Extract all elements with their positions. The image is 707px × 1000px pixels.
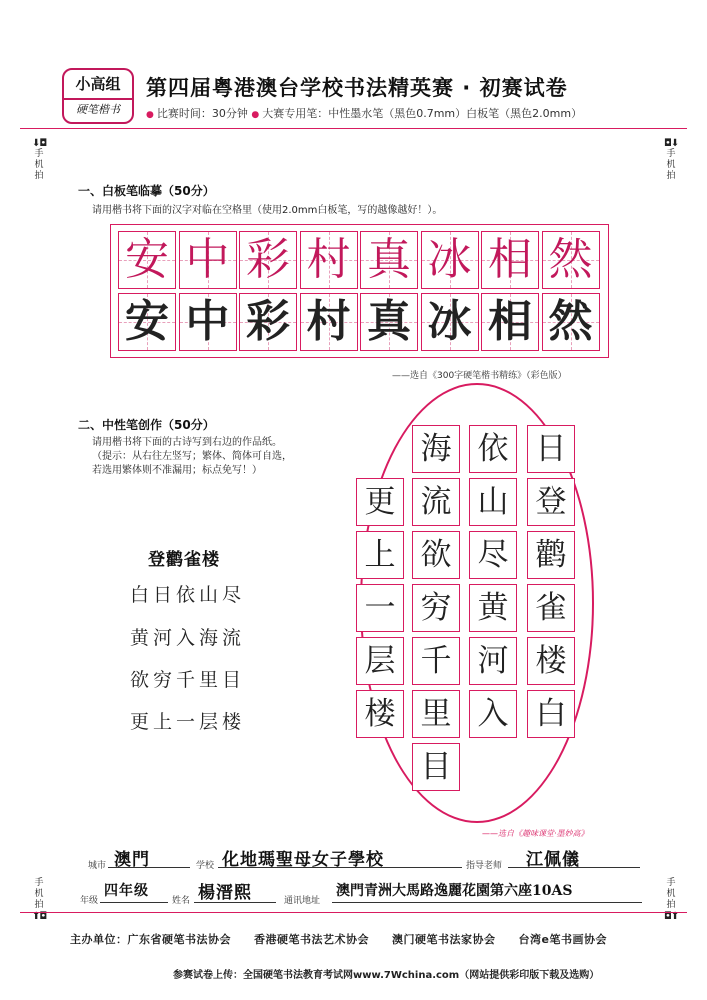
- model-char-cell: 相: [481, 231, 539, 289]
- poem-line-3: 欲穷千里目: [130, 669, 246, 691]
- artwork-char-cell: 入: [469, 690, 517, 738]
- artwork-char-cell: 山: [469, 478, 517, 526]
- school-value[interactable]: 化地瑪聖母女子學校: [222, 850, 384, 870]
- name-label: 姓名: [172, 896, 191, 906]
- section-1-heading: 一、白板笔临摹（50分）: [78, 184, 215, 198]
- badge-style-label: 硬笔楷书: [76, 103, 120, 116]
- bullet-icon: ●: [146, 110, 154, 120]
- artwork-char-cell: 更: [356, 478, 404, 526]
- handwritten-char-cell: 村: [300, 293, 358, 351]
- name-underline: [194, 902, 276, 903]
- section-2-instruction-2: （提示：从右往左竖写；繁体、简体可自选，: [92, 451, 292, 462]
- grid-source: ——选自《300字硬笔楷书精练》（彩色版）: [392, 371, 567, 381]
- teacher-label: 指导老师: [466, 861, 503, 871]
- artwork-char-cell: 鹳: [527, 531, 575, 579]
- artwork-char-cell: 千: [412, 637, 460, 685]
- artwork-char-cell: 欲: [412, 531, 460, 579]
- poem-line-2: 黄河入海流: [130, 627, 246, 649]
- model-char-cell: 中: [179, 231, 237, 289]
- model-char-cell: 冰: [421, 231, 479, 289]
- city-value[interactable]: 澳門: [114, 850, 150, 870]
- artwork-char-cell: 楼: [356, 690, 404, 738]
- camera-icon: ⬇◘: [32, 138, 47, 149]
- side-label-bottom-left: 手 机 拍 ⬆◘: [32, 878, 47, 922]
- bottom-divider: [20, 912, 687, 913]
- exam-pens: 大赛专用笔：中性墨水笔（黑色0.7mm）白板笔（黑色2.0mm）: [262, 107, 583, 120]
- exam-time: 比赛时间：30分钟: [156, 107, 248, 120]
- teacher-underline: [508, 867, 640, 868]
- artwork-char-cell: 一: [356, 584, 404, 632]
- camera-icon: ⬆◘: [32, 911, 47, 922]
- model-char-cell: 然: [542, 231, 600, 289]
- address-label: 通讯地址: [284, 896, 321, 906]
- artwork-char-cell: 上: [356, 531, 404, 579]
- page-title: 第四届粤港澳台学校书法精英赛 · 初赛试卷: [146, 76, 568, 100]
- section-2-instruction-1: 请用楷书将下面的古诗写到右边的作品纸。: [92, 437, 282, 448]
- city-underline: [108, 867, 190, 868]
- address-value[interactable]: 澳門青洲大馬路逸麗花園第六座10AS: [336, 883, 573, 899]
- organizers: 主办单位：广东省硬笔书法协会 香港硬笔书法艺术协会 澳门硬笔书法家协会 台湾e笔书画协会: [70, 933, 607, 946]
- handwritten-char-cell: 彩: [239, 293, 297, 351]
- artwork-char-cell: 河: [469, 637, 517, 685]
- oval-source: ——选自《趣味课堂·墨妙高》: [482, 829, 589, 838]
- artwork-char-cell: 穷: [412, 584, 460, 632]
- top-divider: [20, 128, 687, 129]
- footer-reference: 参赛试卷上传：全国硬笔书法教育考试网www.7Wchina.com（网站提供彩印版下载及选购）: [173, 970, 600, 981]
- artwork-char-cell: 依: [469, 425, 517, 473]
- grade-label: 年级: [80, 896, 99, 906]
- model-char-cell: 安: [118, 231, 176, 289]
- bullet-icon: ●: [251, 110, 260, 120]
- section-2-heading: 二、中性笔创作（50分）: [78, 418, 215, 432]
- school-underline: [218, 867, 462, 868]
- address-underline: [332, 902, 642, 903]
- artwork-char-cell: 日: [527, 425, 575, 473]
- model-char-cell: 真: [360, 231, 418, 289]
- grade-value[interactable]: 四年级: [104, 883, 149, 899]
- artwork-char-cell: 楼: [527, 637, 575, 685]
- poem-title: 登鹳雀楼: [148, 550, 220, 570]
- artwork-char-cell: 里: [412, 690, 460, 738]
- model-char-cell: 村: [300, 231, 358, 289]
- teacher-value[interactable]: 江佩儀: [526, 850, 580, 870]
- handwritten-char-cell: 冰: [421, 293, 479, 351]
- handwritten-char-cell: 安: [118, 293, 176, 351]
- side-label-top-left: ⬇◘ 手 机 拍: [32, 138, 47, 181]
- handwritten-char-cell: 真: [360, 293, 418, 351]
- group-badge: [62, 68, 134, 124]
- handwritten-char-cell: 中: [179, 293, 237, 351]
- city-label: 城市: [88, 861, 107, 871]
- handwritten-char-cell: 相: [481, 293, 539, 351]
- artwork-char-cell: 尽: [469, 531, 517, 579]
- artwork-char-cell: 海: [412, 425, 460, 473]
- section-2-instruction-3: 若选用繁体则不准漏用；标点免写！）: [92, 465, 262, 476]
- camera-icon: ◘⬆: [664, 911, 679, 922]
- badge-group-label: 小高组: [64, 70, 132, 100]
- artwork-char-cell: 目: [412, 743, 460, 791]
- poem-line-4: 更上一层楼: [130, 711, 246, 733]
- poem-line-1: 白日依山尽: [130, 584, 246, 606]
- exam-info: [146, 105, 582, 121]
- camera-icon: ◘⬇: [664, 138, 679, 149]
- grade-underline: [100, 902, 168, 903]
- school-label: 学校: [196, 861, 215, 871]
- side-label-bottom-right: 手 机 拍 ◘⬆: [664, 878, 679, 922]
- side-label-top-right: ◘⬇ 手 机 拍: [664, 138, 679, 181]
- artwork-char-cell: 黄: [469, 584, 517, 632]
- artwork-char-cell: 雀: [527, 584, 575, 632]
- artwork-char-cell: 流: [412, 478, 460, 526]
- artwork-char-cell: 登: [527, 478, 575, 526]
- section-1-instruction: 请用楷书将下面的汉字对临在空格里（使用2.0mm白板笔，写的越像越好！）。: [92, 205, 443, 216]
- artwork-char-cell: 层: [356, 637, 404, 685]
- model-char-cell: 彩: [239, 231, 297, 289]
- handwritten-char-cell: 然: [542, 293, 600, 351]
- artwork-char-cell: 白: [527, 690, 575, 738]
- copy-grid: [110, 224, 609, 358]
- name-value[interactable]: 楊溍熙: [198, 883, 252, 903]
